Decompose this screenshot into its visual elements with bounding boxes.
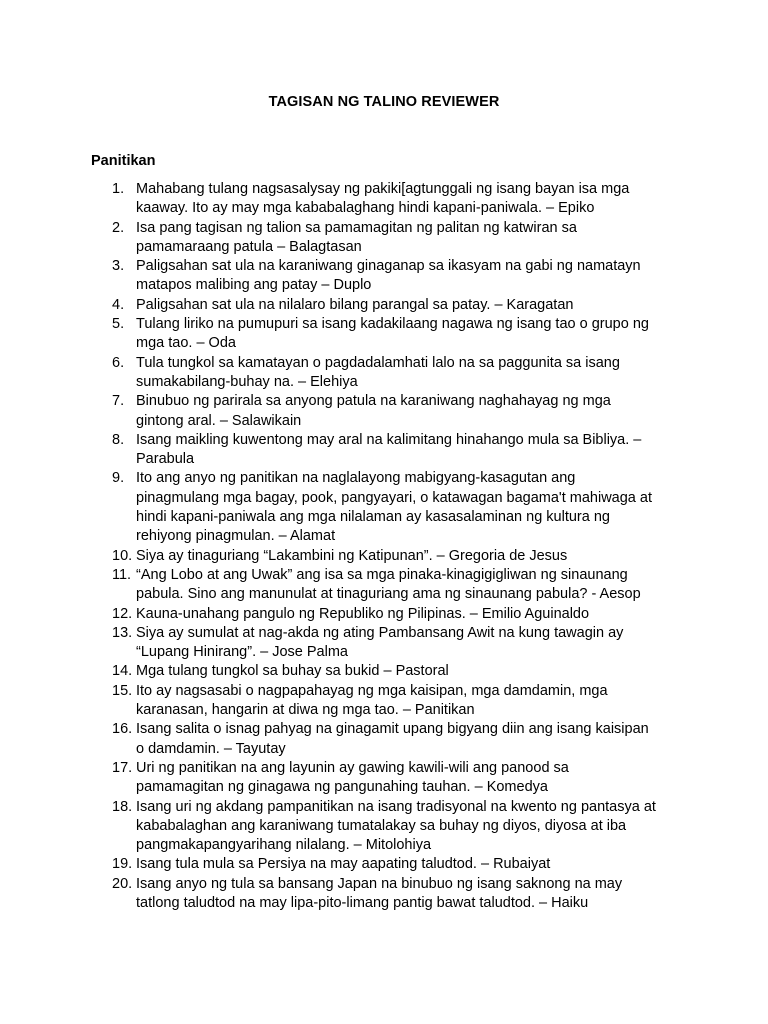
list-item xyxy=(0,296,686,315)
list-item xyxy=(0,566,686,605)
list-item-text xyxy=(136,759,686,798)
list-item-line: Siya ay sumulat at nag-akda ng ating Pambansang Awit na kung tawagin ay xyxy=(136,624,624,641)
list-item-line: Siya ay tinaguriang “Lakambini ng Katipunan”. – Gregoria de Jesus xyxy=(136,547,568,564)
list-item xyxy=(0,855,686,874)
list-item-text xyxy=(136,180,686,219)
list-item-line: o damdamin. – Tayutay xyxy=(136,740,286,757)
list-item-text xyxy=(136,798,686,856)
list-item-line: Tulang liriko na pumupuri sa isang kadakilaang nagawa ng isang tao o grupo ng xyxy=(136,316,649,333)
list-item-number: 18. xyxy=(112,798,133,815)
list-item-line: tatlong taludtod na may lipa-pito-limang pantig bawat taludtod. – Haiku xyxy=(136,894,589,911)
list-item-number: 9. xyxy=(112,470,125,487)
list-item-line: Uri ng panitikan na ang layunin ay gawing kawili-wili ang panood sa xyxy=(136,759,569,776)
list-item xyxy=(0,875,686,914)
list-item-text xyxy=(136,547,686,566)
list-item-number: 5. xyxy=(112,316,125,333)
list-item-line: “Ang Lobo at ang Uwak” ang isa sa mga pinaka-kinagigigliwan ng sinaunang xyxy=(136,566,628,583)
list-item-line: mga tao. – Oda xyxy=(136,335,236,352)
list-item-text xyxy=(136,469,686,546)
list-item xyxy=(0,257,686,296)
list-item xyxy=(0,798,686,856)
list-item-line: “Lupang Hinirang”. – Jose Palma xyxy=(136,644,348,661)
list-item-line: Isang salita o isnag pahyag na ginagamit upang bigyang diin ang isang kaisipan xyxy=(136,721,649,738)
list-item-number: 12. xyxy=(112,605,133,622)
list-item-number: 1. xyxy=(112,181,125,197)
list-item xyxy=(0,759,686,798)
list-item-line: Paligsahan sat ula na karaniwang ginaganap sa ikasyam na gabi ng namatayn xyxy=(136,258,641,275)
list-item-text xyxy=(136,296,686,315)
list-item xyxy=(0,624,686,663)
list-item-text xyxy=(136,662,686,681)
list-item xyxy=(0,662,686,681)
list-item-line: Isang anyo ng tula sa bansang Japan na binubuo ng isang saknong na may xyxy=(136,875,623,892)
list-item xyxy=(0,605,686,624)
list-item-text xyxy=(136,315,686,354)
list-item-line: Isang uri ng akdang pampanitikan na isang tradisyonal na kwento ng pantasya at xyxy=(136,798,656,815)
list-item-line: pangmakapangyarihang nilalang. – Mitolohiya xyxy=(136,837,432,854)
page-title: TAGISAN NG TALINO REVIEWER xyxy=(268,94,500,110)
list-item-line: Parabula xyxy=(136,451,195,468)
list-item xyxy=(0,720,686,759)
list-item-text xyxy=(136,566,686,605)
list-item xyxy=(0,431,686,470)
list-item-line: Tula tungkol sa kamatayan o pagdadalamhati lalo na sa paggunita sa isang xyxy=(136,354,620,371)
list-item-line: Mga tulang tungkol sa buhay sa bukid – Pastoral xyxy=(136,663,449,680)
list-item-line: Isang maikling kuwentong may aral na kalimitang hinahango mula sa Bibliya. – xyxy=(136,431,642,448)
list-item xyxy=(0,392,686,431)
list-item-number: 3. xyxy=(112,258,125,275)
list-item-line: karanasan, hangarin at diwa ng mga tao. – Panitikan xyxy=(136,702,475,719)
list-item-text xyxy=(136,682,686,721)
list-item-line: kababalaghan ang karaniwang tumatalakay sa buhay ng diyos, diyosa at iba xyxy=(136,817,627,834)
reviewer-list xyxy=(0,180,768,913)
list-item-line: pamamagitan ng ginagawa ng pangunahing tauhan. – Komedya xyxy=(136,779,548,796)
list-item-line: Paligsahan sat ula na nilalaro bilang parangal sa patay. – Karagatan xyxy=(136,296,574,313)
list-item-line: Binubuo ng parirala sa anyong patula na karaniwang naghahayag ng mga xyxy=(136,393,611,410)
list-item-number: 11. xyxy=(112,566,132,583)
list-item xyxy=(0,547,686,566)
list-item-line: pinagmulang mga bagay, pook, pangyayari, o katawagan bagama't mahiwaga at xyxy=(136,489,652,506)
list-item-text xyxy=(136,855,686,874)
list-item-number: 19. xyxy=(112,856,133,873)
list-item-text xyxy=(136,354,686,393)
list-item xyxy=(0,219,686,258)
list-item-line: Isang tula mula sa Persiya na may aapating taludtod. – Rubaiyat xyxy=(136,856,551,873)
list-item-line: matapos malibing ang patay – Duplo xyxy=(136,277,372,294)
list-item-text xyxy=(136,431,686,470)
list-item-number: 13. xyxy=(112,624,133,641)
list-item-text xyxy=(136,257,686,296)
list-item-text xyxy=(136,624,686,663)
list-item-number: 14. xyxy=(112,663,133,680)
list-item-number: 6. xyxy=(112,354,125,371)
list-item xyxy=(0,315,686,354)
section-heading: Panitikan xyxy=(91,153,156,169)
list-item-line: Ito ang anyo ng panitikan na naglalayong mabigyang-kasagutan ang xyxy=(136,470,576,487)
list-item-line: pabula. Sino ang manunulat at tinaguriang ama ng sinaunang pabula? - Aesop xyxy=(136,586,641,603)
list-item-line: gintong aral. – Salawikain xyxy=(136,412,302,429)
list-item-number: 20. xyxy=(112,875,133,892)
list-item-line: Mahabang tulang nagsasalysay ng pakiki[agtunggali ng isang bayan isa mga xyxy=(136,181,630,197)
list-item-line: hindi kapani-paniwala ang mga nilalaman ay kasasalaminan ng kultura ng xyxy=(136,509,610,526)
list-item-line: rehiyong pinagmulan. – Alamat xyxy=(136,528,336,545)
list-item-number: 4. xyxy=(112,296,125,313)
list-item-number: 8. xyxy=(112,431,125,448)
list-item-text xyxy=(136,392,686,431)
list-item-line: sumakabilang-buhay na. – Elehiya xyxy=(136,373,358,390)
list-item xyxy=(0,180,686,219)
list-item-line: Isa pang tagisan ng talion sa pamamagitan ng palitan ng katwiran sa xyxy=(136,219,577,236)
list-item-number: 15. xyxy=(112,682,133,699)
list-item xyxy=(0,682,686,721)
list-item-number: 10. xyxy=(112,547,133,564)
list-item-text xyxy=(136,720,686,759)
list-item xyxy=(0,469,686,546)
list-item-line: Kauna-unahang pangulo ng Republiko ng Pilipinas. – Emilio Aguinaldo xyxy=(136,605,590,622)
list-item-line: Ito ay nagsasabi o nagpapahayag ng mga kaisipan, mga damdamin, mga xyxy=(136,682,608,699)
list-item-text xyxy=(136,605,686,624)
list-item-number: 7. xyxy=(112,393,125,410)
list-item xyxy=(0,354,686,393)
list-item-line: pamamaraang patula – Balagtasan xyxy=(136,238,362,255)
list-item-number: 17. xyxy=(112,759,133,776)
list-item-line: kaaway. Ito ay may mga kababalaghang hindi kapani-paniwala. – Epiko xyxy=(136,200,595,217)
list-item-number: 2. xyxy=(112,219,125,236)
list-item-text xyxy=(136,219,686,258)
list-item-text xyxy=(136,875,686,914)
list-item-number: 16. xyxy=(112,721,133,738)
